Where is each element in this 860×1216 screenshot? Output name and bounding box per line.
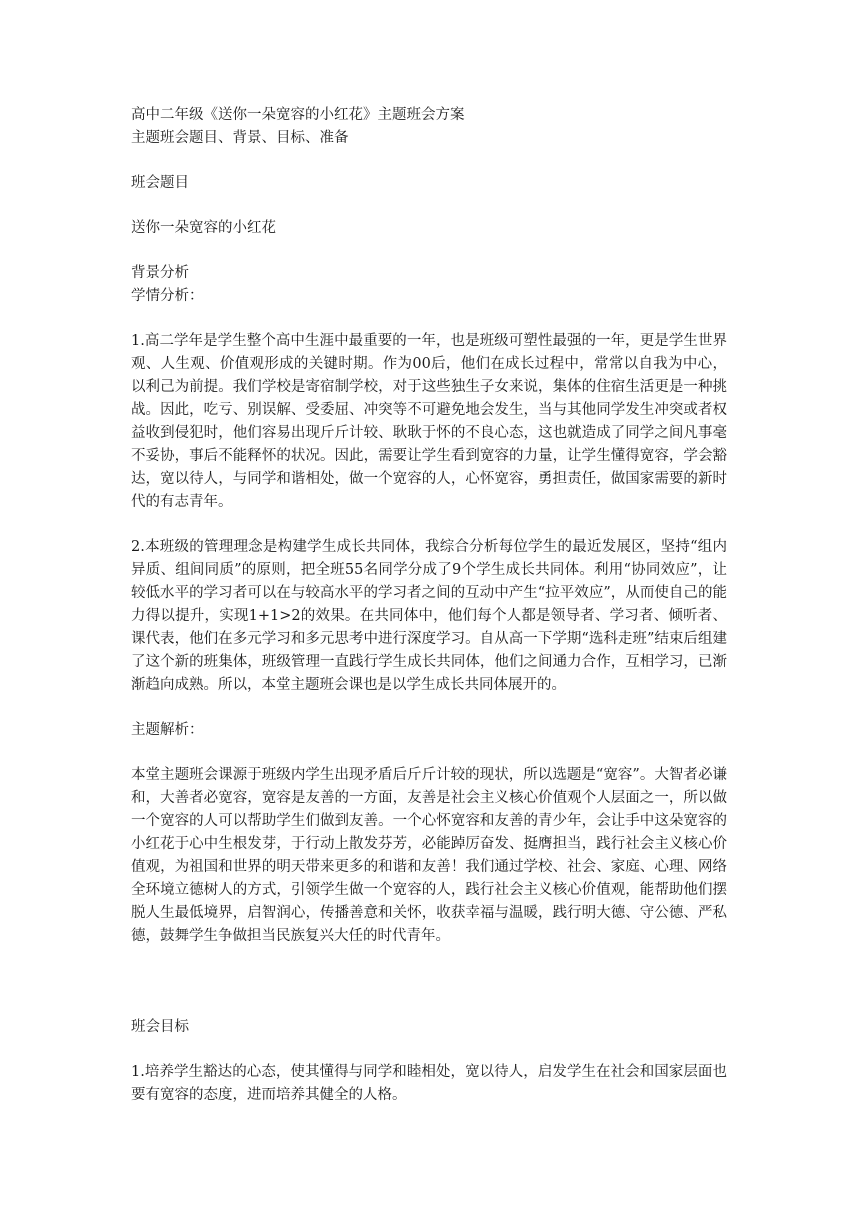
student-analysis-paragraph-1: 1.高二学年是学生整个高中生涯中最重要的一年，也是班级可塑性最强的一年，更是学生世界观、人生观、价值观形成的关键时期。作为00后，他们在成长过程中，常常以自我为中心，以利己为前提。我们学校是寄宿制学校，对于这些独生子女来说，集体的住宿生活更是一种挑战。因此，吃亏、别误解、受委屈、冲突等不可避免地会发生，当与其他同学发生冲突或者权益收到侵犯时，他们容易出现斤斤计较、耿耿于怀的不良心态，这也就造成了同学之间凡事毫不妥协，事后不能释怀的状况。因此，需要让学生看到宽容的力量，让学生懂得宽容，学会豁达，宽以待人，与同学和谐相处，做一个宽容的人，心怀宽容，勇担责任，做国家需要的新时代的有志青年。 [131,333,727,510]
document-subtitle: 主题班会题目、背景、目标、准备 [131,130,349,146]
theme-analysis-paragraph: 本堂主题班会课源于班级内学生出现矛盾后斤斤计较的现状，所以选题是“宽容”。大智者必谦和，大善者必宽容，宽容是友善的一方面，友善是社会主义核心价值观个人层面之一，所以做一个宽容的人可以帮助学生们做到友善。一个心怀宽容和友善的青少年，会让手中这朵宽容的小红花于心中生根发芽，于行动上散发芬芳，必能踔厉奋发、挺膺担当，践行社会主义核心价值观，为祖国和世界的明天带来更多的和谐和友善！我们通过学校、社会、家庭、心理、网络全环境立德树人的方式，引领学生做一个宽容的人，践行社会主义核心价值观，能帮助他们摆脱人生最低境界，启智润心，传播善意和关怀，收获幸福与温暖，践行明大德、守公德、严私德，鼓舞学生争做担当民族复兴大任的时代青年。 [131,767,727,944]
document-page [131,104,727,1107]
goals-heading: 班会目标 [131,1019,189,1035]
theme-analysis-heading: 主题解析： [131,722,204,738]
student-analysis-paragraph-2: 2.本班级的管理理念是构建学生成长共同体，我综合分析每位学生的最近发展区，坚持“组内异质、组间同质”的原则，把全班55名同学分成了9个学生成长共同体。利用“协同效应”，让较低水平的学习者可以在与较高水平的学习者之间的互动中产生“拉平效应”，从而使自己的能力得以提升，实现1+1>2的效果。在共同体中，他们每个人都是领导者、学习者、倾听者、课代表，他们在多元学习和多元思考中进行深度学习。自从高一下学期“选科走班”结束后组建了这个新的班集体，班级管理一直践行学生成长共同体，他们之间通力合作，互相学习，已渐渐趋向成熟。所以，本堂主题班会课也是以学生成长共同体展开的。 [131,539,727,693]
goal-item-1: 1.培养学生豁达的心态，使其懂得与同学和睦相处，宽以待人，启发学生在社会和国家层面也要有宽容的态度，进而培养其健全的人格。 [131,1064,727,1103]
topic-heading: 班会题目 [131,175,189,191]
document-title: 高中二年级《送你一朵宽容的小红花》主题班会方案 [131,107,465,123]
background-heading: 背景分析 [131,265,189,281]
student-analysis-heading: 学情分析： [131,288,204,304]
topic-text: 送你一朵宽容的小红花 [131,220,276,236]
